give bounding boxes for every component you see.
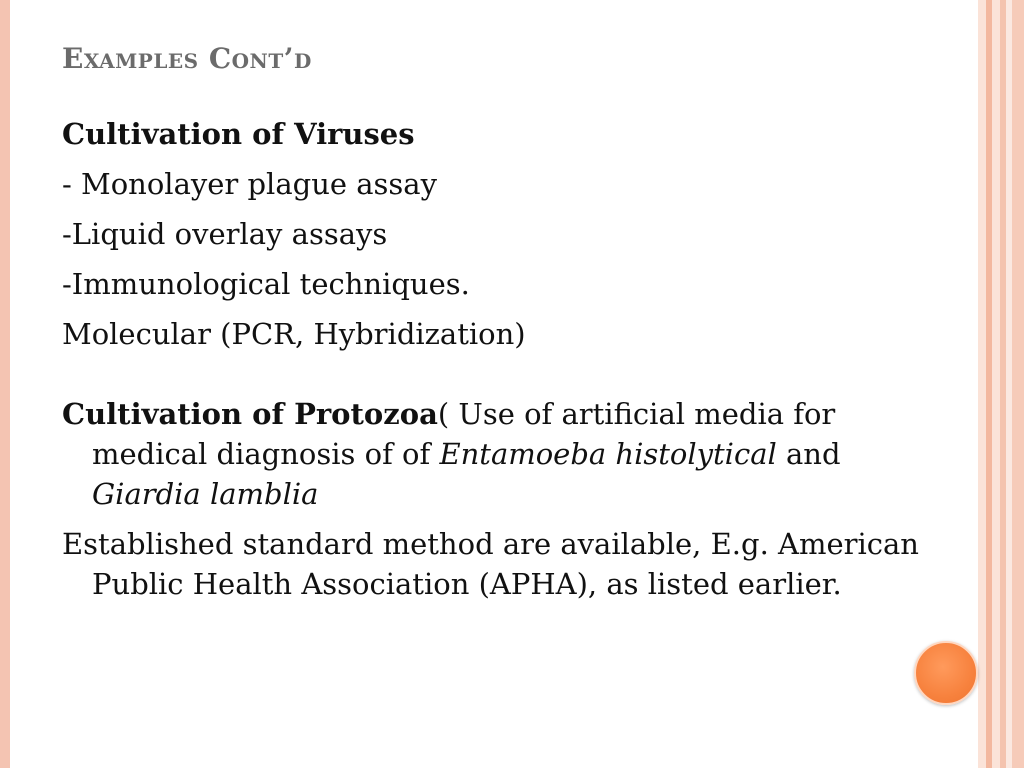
- viruses-item-3: -Immunological techniques.: [62, 267, 470, 301]
- protozoa-text-1: ( Use of artificial media for medical diagnosis of of: [92, 397, 836, 471]
- standard-method-paragraph: Established standard method are available, E.g. American Public Health Association (APHA), as listed earlier.: [62, 527, 919, 601]
- organism-giardia: Giardia lamblia: [92, 477, 319, 511]
- right-border-stripes: [978, 0, 1024, 768]
- viruses-item-4: Molecular (PCR, Hybridization): [62, 317, 526, 351]
- viruses-item-1: - Monolayer plague assay: [62, 167, 437, 201]
- slide-body: [62, 114, 922, 604]
- organism-entamoeba: Entamoeba histolytical: [439, 437, 777, 471]
- protozoa-heading: Cultivation of Protozoa: [62, 397, 438, 431]
- left-border-stripe: [0, 0, 10, 768]
- viruses-item-2: -Liquid overlay assays: [62, 217, 388, 251]
- viruses-heading: Cultivation of Viruses: [62, 117, 415, 151]
- orange-circle-decoration: [914, 641, 978, 705]
- protozoa-text-2: and: [776, 437, 841, 471]
- protozoa-paragraph: [62, 394, 922, 514]
- slide-title: Examples Cont’d: [62, 42, 312, 75]
